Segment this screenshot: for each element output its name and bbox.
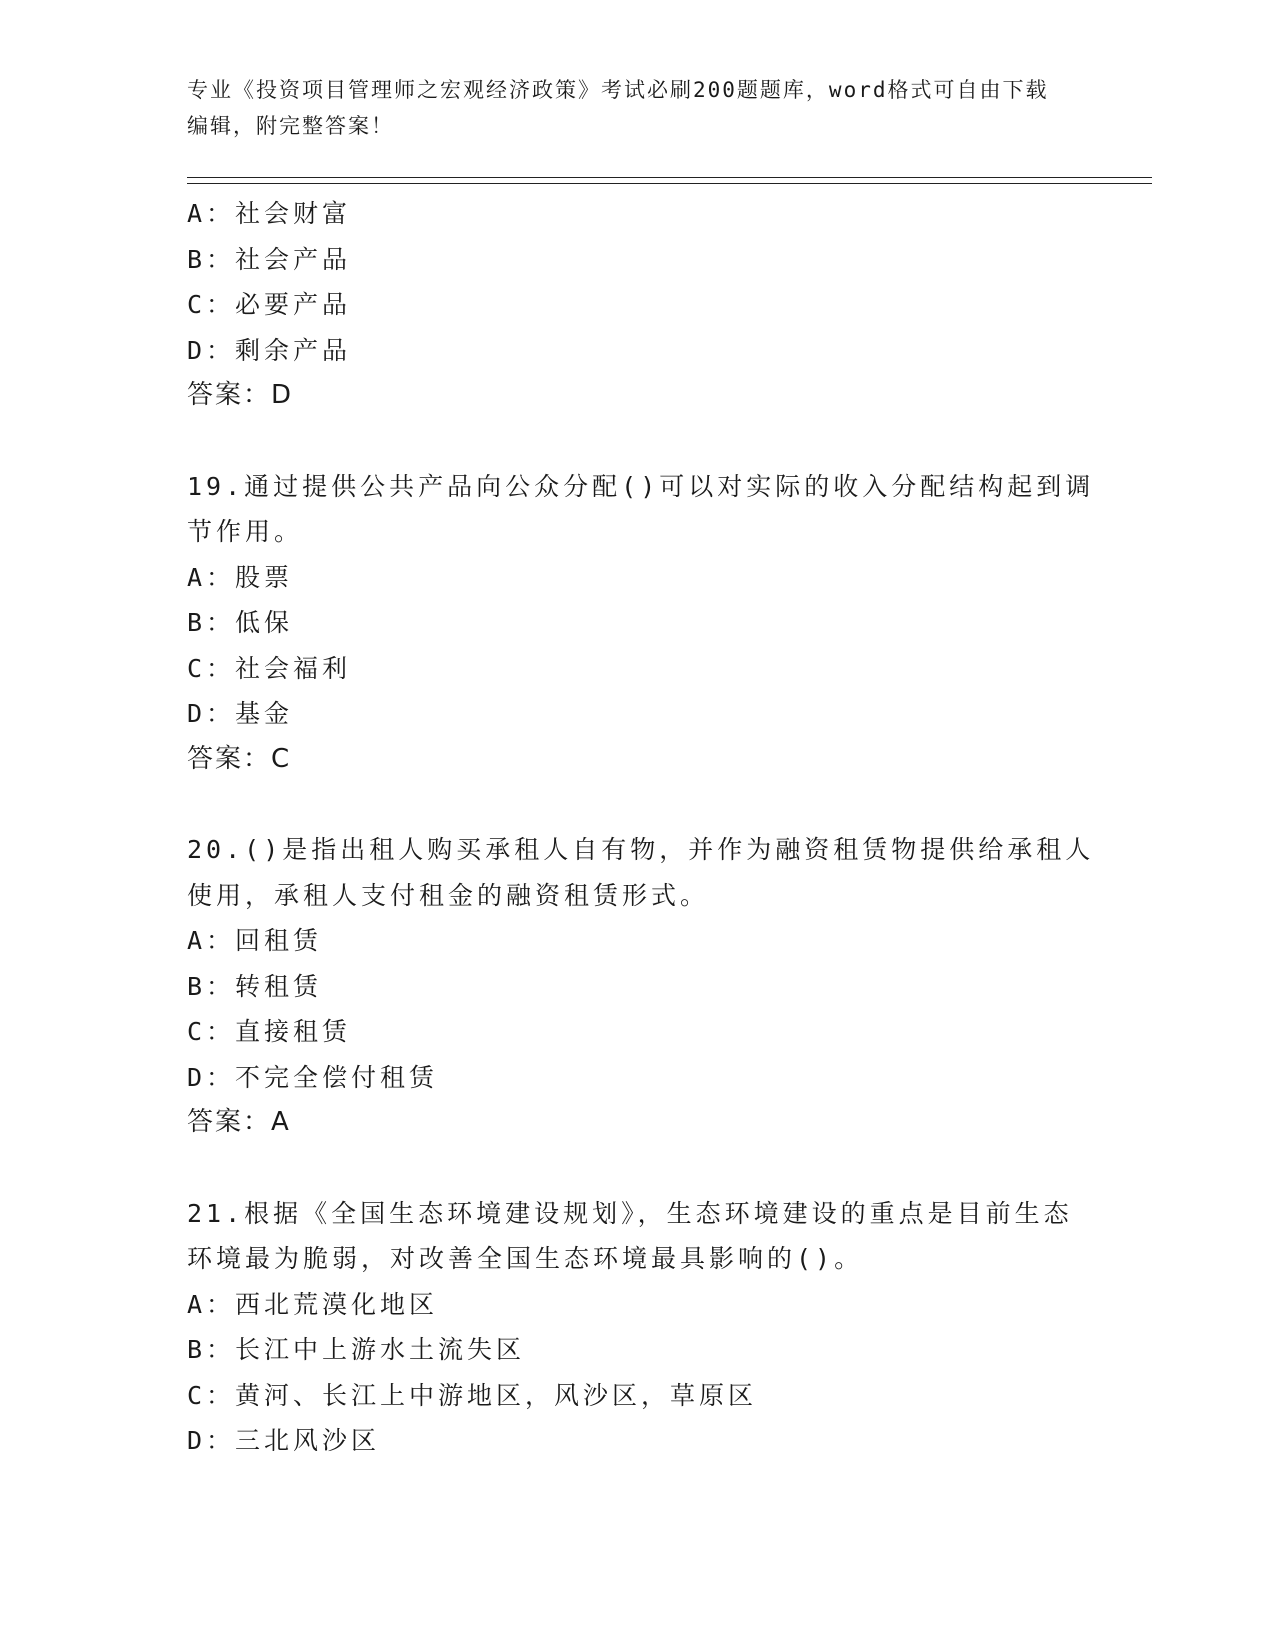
- question-stem-line-1: 19.通过提供公共产品向公众分配()可以对实际的收入分配结构起到调: [187, 471, 1095, 501]
- option-b: B：长江中上游水土流失区: [187, 1335, 526, 1364]
- answer: 答案：A: [187, 1107, 291, 1137]
- question-20: [187, 827, 1095, 1146]
- question-stem-line-2: 使用，承租人支付租金的融资租赁形式。: [187, 880, 710, 910]
- option-a: A：西北荒漠化地区: [187, 1289, 439, 1319]
- option-a: A：股票: [187, 562, 294, 592]
- spacer: [187, 782, 1087, 827]
- option-c: C：黄河、长江上中游地区，风沙区，草原区: [187, 1380, 758, 1410]
- header-rule-bottom: [187, 183, 1152, 184]
- question-stem-line-2: 节作用。: [187, 517, 304, 546]
- option-c: C：必要产品: [187, 290, 352, 319]
- spacer: [187, 1146, 1087, 1191]
- question-19: [187, 464, 1095, 783]
- question-list: [187, 191, 1095, 1464]
- option-d: D：基金: [187, 699, 294, 728]
- option-c: C：直接租赁: [187, 1017, 352, 1046]
- option-a: A：回租赁: [187, 926, 323, 955]
- option-d: D：不完全偿付租赁: [187, 1062, 439, 1092]
- question-stem-line-1: 21.根据《全国生态环境建设规划》，生态环境建设的重点是目前生态: [187, 1198, 1073, 1228]
- option-b: B：低保: [187, 608, 294, 637]
- answer: 答案：D: [187, 380, 294, 410]
- option-b: B：社会产品: [187, 244, 352, 274]
- option-d: D：剩余产品: [187, 335, 352, 365]
- option-a: A：社会财富: [187, 199, 352, 228]
- spacer: [187, 419, 1087, 464]
- option-c: C：社会福利: [187, 653, 352, 683]
- option-d: D：三北风沙区: [187, 1426, 381, 1455]
- question-18: [187, 191, 1087, 419]
- question-stem-line-2: 环境最为脆弱，对改善全国生态环境最具影响的()。: [187, 1244, 864, 1273]
- question-21: [187, 1191, 1087, 1464]
- header-rule-top: [187, 177, 1152, 178]
- option-b: B：转租赁: [187, 971, 323, 1001]
- question-stem-line-1: 20.()是指出租人购买承租人自有物，并作为融资租赁物提供给承租人: [187, 835, 1095, 864]
- document-header: 专业《投资项目管理师之宏观经济政策》考试必刷200题题库，word格式可自由下载编辑，附完整答案！: [187, 78, 1049, 138]
- answer: 答案：C: [187, 743, 292, 774]
